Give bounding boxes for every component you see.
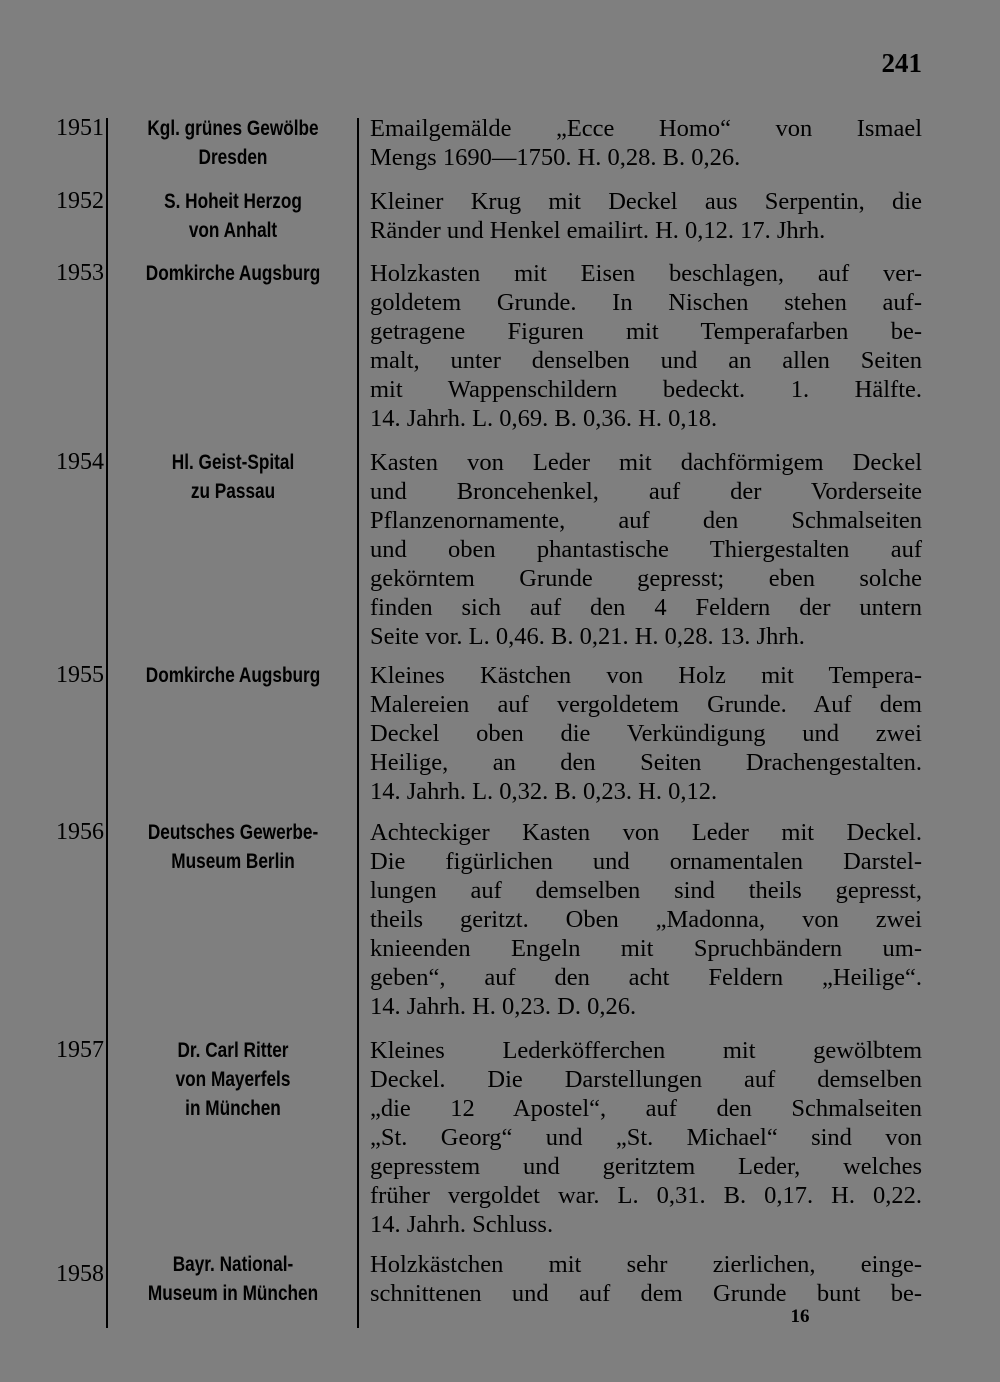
entry-number: 1955 (56, 662, 104, 688)
description-line: geben“, auf den acht Feldern „Heilige“. (370, 964, 922, 991)
description-line: 14. Jahrh. L. 0,69. B. 0,36. H. 0,18. (370, 405, 718, 432)
entry-number: 1957 (56, 1037, 104, 1063)
description-line: Die figürlichen und ornamentalen Darstel- (370, 848, 922, 875)
description-line: früher vergoldet war. L. 0,31. B. 0,17. H. 0,22. (370, 1182, 922, 1209)
page-number: 241 (881, 48, 922, 78)
entry-owner: Domkirche Augsburg (145, 664, 321, 687)
description-line: „die 12 Apostel“, auf den Schmalseiten (370, 1095, 922, 1122)
column-rule-middle (357, 118, 359, 1328)
description-line: Achteckiger Kasten von Leder mit Deckel. (370, 819, 922, 846)
entry-owner: S. Hoheit Herzog von Anhalt (164, 190, 302, 242)
entry-description (370, 187, 922, 245)
description-line: schnittenen und auf dem Grunde bunt be- (370, 1280, 922, 1307)
description-line: mit Wappenschildern bedeckt. 1. Hälfte. (370, 376, 922, 403)
entry-number: 1956 (56, 819, 104, 845)
description-line: gekörntem Grunde gepresst; eben solche (370, 565, 922, 592)
description-line: Deckel. Die Darstellungen auf demselben (370, 1066, 922, 1093)
description-line: und Broncehenkel, auf der Vorderseite (370, 478, 922, 505)
description-line: Kleines Lederköfferchen mit gewölbtem (370, 1037, 922, 1064)
description-line: Deckel oben die Verkündigung und zwei (370, 720, 922, 747)
description-line: Heilige, an den Seiten Drachengestalten. (370, 749, 922, 776)
description-line: „St. Georg“ und „St. Michael“ sind von (370, 1124, 922, 1151)
description-line: Holzkästchen mit sehr zierlichen, einge- (370, 1251, 922, 1278)
entry-description (370, 259, 922, 433)
description-line: Kleines Kästchen von Holz mit Tempera- (370, 662, 922, 689)
description-line: Kasten von Leder mit dachförmigem Deckel (370, 449, 922, 476)
signature-mark: 16 (790, 1306, 810, 1327)
description-line: Holzkasten mit Eisen beschlagen, auf ver- (370, 260, 922, 287)
description-line: Mengs 1690—1750. H. 0,28. B. 0,26. (370, 144, 741, 171)
description-line: Seite vor. L. 0,46. B. 0,21. H. 0,28. 13. Jhrh. (370, 623, 805, 650)
column-rule-left (106, 118, 108, 1328)
description-line: Emailgemälde „Ecce Homo“ von Ismael (370, 115, 922, 142)
entry-number: 1954 (56, 449, 104, 475)
entry-owner: Dr. Carl Ritter von Mayerfels in München (175, 1039, 291, 1120)
description-line: theils geritzt. Oben „Madonna, von zwei (370, 906, 922, 933)
description-line: malt, unter denselben und an allen Seiten (370, 347, 922, 374)
entry-description (370, 818, 922, 1021)
entry-description (370, 448, 922, 651)
description-line: goldetem Grunde. In Nischen stehen auf- (370, 289, 922, 316)
entry-owner: Kgl. grünes Gewölbe Dresden (147, 117, 319, 169)
description-line: 14. Jahrh. L. 0,32. B. 0,23. H. 0,12. (370, 778, 718, 805)
description-line: Kleiner Krug mit Deckel aus Serpentin, die (370, 188, 922, 215)
description-line: Ränder und Henkel emailirt. H. 0,12. 17. Jhrh. (370, 217, 826, 244)
entry-description (370, 661, 922, 806)
entry-number: 1952 (56, 188, 104, 214)
entry-number: 1951 (56, 115, 104, 141)
description-line: Pflanzenornamente, auf den Schmalseiten (370, 507, 922, 534)
entry-description (370, 1250, 922, 1308)
entry-owner: Bayr. National- Museum in München (147, 1253, 319, 1305)
entry-owner: Domkirche Augsburg (145, 262, 321, 285)
description-line: Malereien auf vergoldetem Grunde. Auf dem (370, 691, 922, 718)
description-line: und oben phantastische Thiergestalten auf (370, 536, 922, 563)
description-line: 14. Jahrh. Schluss. (370, 1211, 554, 1238)
description-line: lungen auf demselben sind theils gepresst, (370, 877, 922, 904)
description-line: 14. Jahrh. H. 0,23. D. 0,26. (370, 993, 637, 1020)
entry-owner: Hl. Geist-Spital zu Passau (171, 451, 295, 503)
entry-description (370, 114, 922, 172)
description-line: gepresstem und geritztem Leder, welches (370, 1153, 922, 1180)
description-line: getragene Figuren mit Temperafarben be- (370, 318, 922, 345)
entry-number: 1958 (56, 1261, 104, 1287)
entry-description (370, 1036, 922, 1239)
entry-owner: Deutsches Gewerbe- Museum Berlin (147, 821, 319, 873)
description-line: knieenden Engeln mit Spruchbändern um- (370, 935, 922, 962)
entry-number: 1953 (56, 260, 104, 286)
description-line: finden sich auf den 4 Feldern der untern (370, 594, 922, 621)
